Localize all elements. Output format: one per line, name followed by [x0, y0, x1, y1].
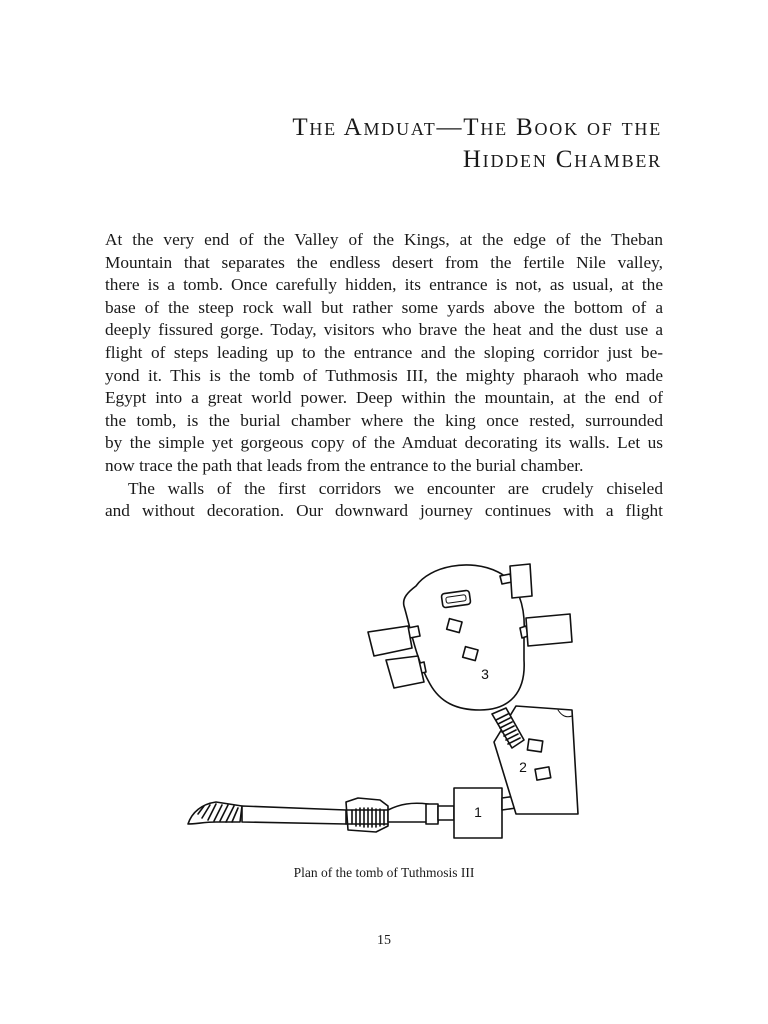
- text-line: and without decoration. Our downward journey continues with a flight: [105, 501, 663, 521]
- side-chamber-nw: [368, 626, 412, 656]
- doorway: [426, 804, 438, 824]
- chapter-title: [142, 112, 662, 176]
- side-chamber-e: [526, 614, 572, 646]
- figure-caption: Plan of the tomb of Tuthmosis III: [293, 865, 475, 880]
- corridor-1: [242, 806, 346, 824]
- side-chamber-w: [386, 656, 424, 688]
- chapter-title-line-1: The Amduat—The Book of the: [292, 114, 662, 141]
- text-line: deeply fissured gorge. Today, visitors who brave the heat and the dust use a: [105, 320, 663, 340]
- corridor-4: [438, 806, 454, 820]
- text-line: there is a tomb. Once carefully hidden, its entrance is not, as usual, at the: [105, 275, 663, 295]
- room-label-2: 2: [519, 759, 527, 775]
- text-line: base of the steep rock wall but rather some yards above the bottom of a: [105, 297, 663, 317]
- text-line: yond it. This is the tomb of Tuthmosis III, the mighty pharaoh who made: [105, 365, 663, 385]
- text-line: the tomb, is the burial chamber where the king once rested, surrounded: [105, 410, 663, 430]
- text-line: flight of steps leading up to the entrance and the sloping corridor just be-: [105, 342, 663, 362]
- text-line: Egypt into a great world power. Deep within the mountain, at the end of: [105, 388, 663, 408]
- text-line: At the very end of the Valley of the Kings, at the edge of the Theban: [105, 230, 663, 249]
- text-line: now trace the path that leads from the entrance to the burial chamber.: [105, 455, 584, 475]
- page-number: 15: [377, 933, 391, 948]
- chapter-title-line-2: Hidden Chamber: [462, 146, 662, 173]
- room-label-3: 3: [481, 666, 489, 682]
- room-label-1: 1: [474, 804, 482, 820]
- entrance-stairs: [188, 802, 242, 824]
- tomb-plan-figure: [180, 556, 600, 846]
- room-3: [404, 565, 525, 710]
- corridor-2-stairs: [346, 798, 388, 832]
- text-line: Mountain that separates the endless desert from the fertile Nile valley,: [105, 252, 663, 272]
- text-line: by the simple yet gorgeous copy of the Amduat decorating its walls. Let us: [105, 433, 663, 453]
- tomb-plan-drawing: [180, 556, 600, 846]
- side-chamber-ne: [510, 564, 532, 598]
- body-text: [105, 229, 663, 523]
- text-line: The walls of the first corridors we encounter are crudely chiseled: [128, 478, 663, 498]
